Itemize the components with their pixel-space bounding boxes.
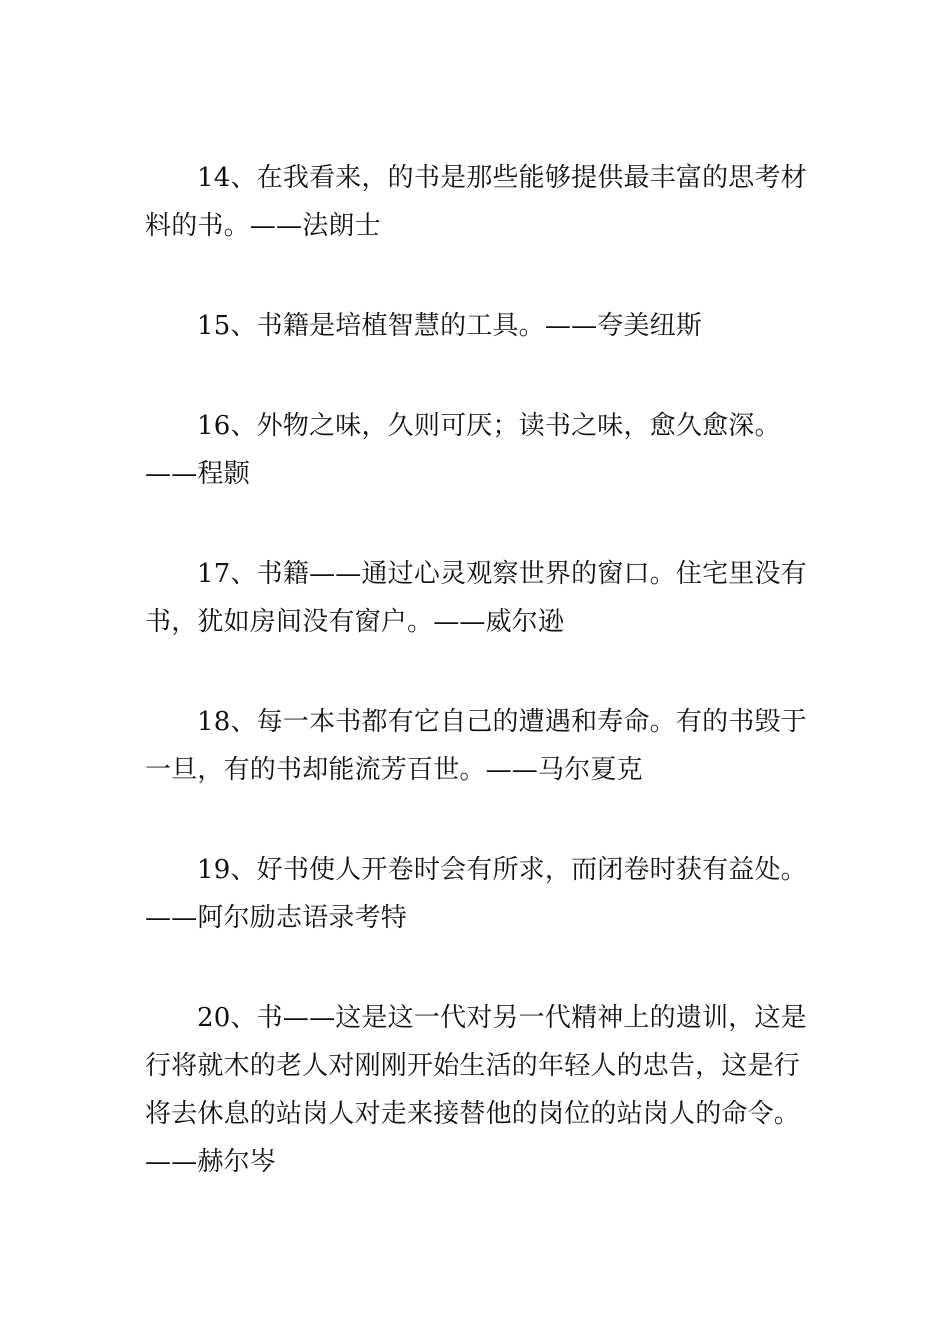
quote-paragraph-20: 20、书——这是这一代对另一代精神上的遗训，这是行将就木的老人对刚刚开始生活的年轻人的忠告，这是行将去休息的站岗人对走来接替他的岗位的站岗人的命令。——赫尔岑 xyxy=(145,1003,807,1177)
quote-paragraph-18: 18、每一本书都有它自己的遭遇和寿命。有的书毁于一旦，有的书却能流芳百世。——马尔夏克 xyxy=(145,707,807,785)
quote-paragraph-16: 16、外物之味，久则可厌；读书之味，愈久愈深。——程颢 xyxy=(145,411,781,489)
quote-paragraph-19: 19、好书使人开卷时会有所求，而闭卷时获有益处。——阿尔励志语录考特 xyxy=(145,855,807,933)
quote-paragraph-17: 17、书籍——通过心灵观察世界的窗口。住宅里没有书，犹如房间没有窗户。——威尔逊 xyxy=(145,559,807,637)
quote-paragraph-14: 14、在我看来，的书是那些能够提供最丰富的思考材料的书。——法朗士 xyxy=(145,163,807,241)
quote-paragraph-15: 15、书籍是培植智慧的工具。——夸美纽斯 xyxy=(197,311,703,341)
